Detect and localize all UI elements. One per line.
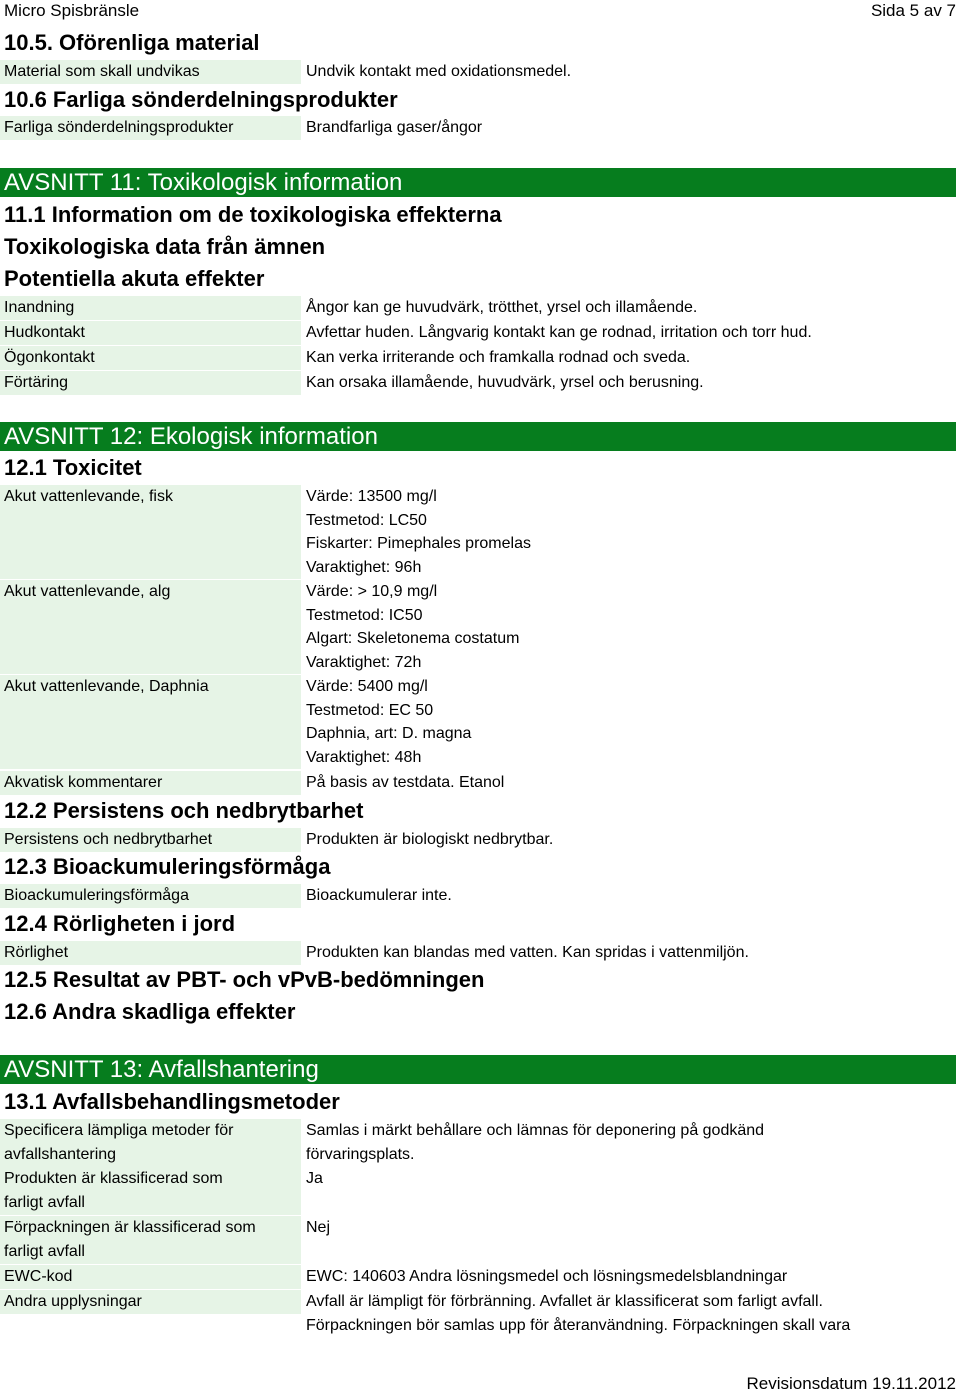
row-value [306,485,956,579]
row-label: Inandning [0,296,301,320]
row-label [0,1290,301,1314]
value-line: Nej [306,1219,331,1236]
heading-13-1: 13.1 Avfallsbehandlingsmetoder [4,1089,340,1114]
heading-acute-effects: Potentiella akuta effekter [4,266,265,291]
row-value: Produkten kan blandas med vatten. Kan spridas i vattenmiljön. [306,944,749,961]
row-label: Persistens och nedbrytbarhet [0,828,301,852]
heading-12-5: 12.5 Resultat av PBT- och vPvB-bedömningen [4,967,485,992]
value-line: Testmetod: EC 50 [306,701,434,719]
heading-12-1: 12.1 Toxicitet [4,455,142,480]
label-line: farligt avfall [4,1243,85,1260]
row-label: Förtäring [0,371,301,395]
product-name: Micro Spisbränsle [4,1,140,20]
row-label: Akvatisk kommentarer [0,771,301,795]
row-value [306,1265,956,1289]
row-value: Bioackumulerar inte. [306,887,452,904]
heading-tox-data: Toxikologiska data från ämnen [4,234,326,259]
value-line: Daphnia, art: D. magna [306,725,472,742]
value-line: På basis av testdata. Etanol [306,774,505,791]
label-line: Förpackningen är klassificerad som [4,1219,256,1236]
heading-12-3: 12.3 Bioackumuleringsförmåga [4,854,331,879]
value-line: Värde: > 10,9 mg/l [306,583,438,600]
value-line: Testmetod: LC50 [306,511,427,529]
row-label: Ögonkontakt [0,346,301,370]
row-value [306,580,956,674]
row-value: Brandfarliga gaser/ångor [306,119,483,136]
row-value: Kan orsaka illamående, huvudvärk, yrsel och berusning. [306,374,704,391]
revision-date: Revisionsdatum 19.11.2012 [746,1374,956,1393]
value-line: Värde: 13500 mg/l [306,488,437,505]
row-label: Bioackumuleringsförmåga [0,884,301,908]
value-line: Varaktighet: 48h [306,748,422,766]
page-number: Sida 5 av 7 [870,1,956,20]
row-value: Avfettar huden. Långvarig kontakt kan ge rodnad, irritation och torr hud. [306,324,812,341]
row-value: Ångor kan ge huvudvärk, trötthet, yrsel och illamående. [306,299,698,316]
label-line: Specificera lämpliga metoder för [4,1122,234,1139]
row-label [0,1167,301,1215]
row-value [306,1167,956,1191]
label-line: EWC-kod [4,1268,73,1285]
row-label: Akut vattenlevande, alg [0,580,301,674]
row-value: Produkten är biologiskt nedbrytbar. [306,831,554,848]
row-value: Undvik kontakt med oxidationsmedel. [306,63,572,80]
row-label: Hudkontakt [0,321,301,345]
row-label [0,1265,301,1289]
value-line: Värde: 5400 mg/l [306,678,428,695]
row-label: Material som skall undvikas [0,60,301,84]
label-line: farligt avfall [4,1194,85,1211]
label-line: Andra upplysningar [4,1293,142,1310]
row-value: Kan verka irriterande och framkalla rodnad och sveda. [306,349,691,366]
row-value [306,675,956,769]
section-12-bar: AVSNITT 12: Ekologisk information [0,422,956,451]
heading-12-2: 12.2 Persistens och nedbrytbarhet [4,798,364,823]
value-line: EWC: 140603 Andra lösningsmedel och lösningsmedelsblandningar [306,1268,788,1285]
value-line: Förpackningen bör samlas upp för återanvändning. Förpackningen skall vara [306,1317,851,1334]
heading-12-6: 12.6 Andra skadliga effekter [4,999,296,1024]
section-11-bar: AVSNITT 11: Toxikologisk information [0,168,956,197]
row-label: Akut vattenlevande, Daphnia [0,675,301,769]
value-line: Testmetod: IC50 [306,606,423,624]
value-line: Avfall är lämpligt för förbränning. Avfallet är klassificerat som farligt avfall. [306,1293,823,1310]
value-line: förvaringsplats. [306,1146,415,1163]
value-line: Varaktighet: 96h [306,558,422,576]
row-label: Farliga sönderdelningsprodukter [0,116,301,140]
row-value [306,1119,956,1167]
label-line: Produkten är klassificerad som [4,1170,223,1187]
row-value [306,771,956,795]
heading-10-6: 10.6 Farliga sönderdelningsprodukter [4,87,398,112]
row-value [306,1290,956,1338]
heading-11-1: 11.1 Information om de toxikologiska effekterna [4,202,502,227]
row-label [0,1119,301,1167]
value-line: Ja [306,1170,323,1187]
section-13-bar: AVSNITT 13: Avfallshantering [0,1055,956,1084]
label-line: avfallshantering [4,1146,117,1163]
value-line: Samlas i märkt behållare och lämnas för deponering på godkänd [306,1122,765,1139]
heading-12-4: 12.4 Rörligheten i jord [4,911,236,936]
value-line: Varaktighet: 72h [306,653,422,671]
heading-10-5: 10.5. Oförenliga material [4,30,260,55]
value-line: Fiskarter: Pimephales promelas [306,535,531,552]
row-value [306,1216,956,1240]
row-label [0,1216,301,1264]
page-header [0,0,960,22]
row-label: Rörlighet [0,941,301,965]
value-line: Algart: Skeletonema costatum [306,630,520,647]
row-label: Akut vattenlevande, fisk [0,485,301,579]
